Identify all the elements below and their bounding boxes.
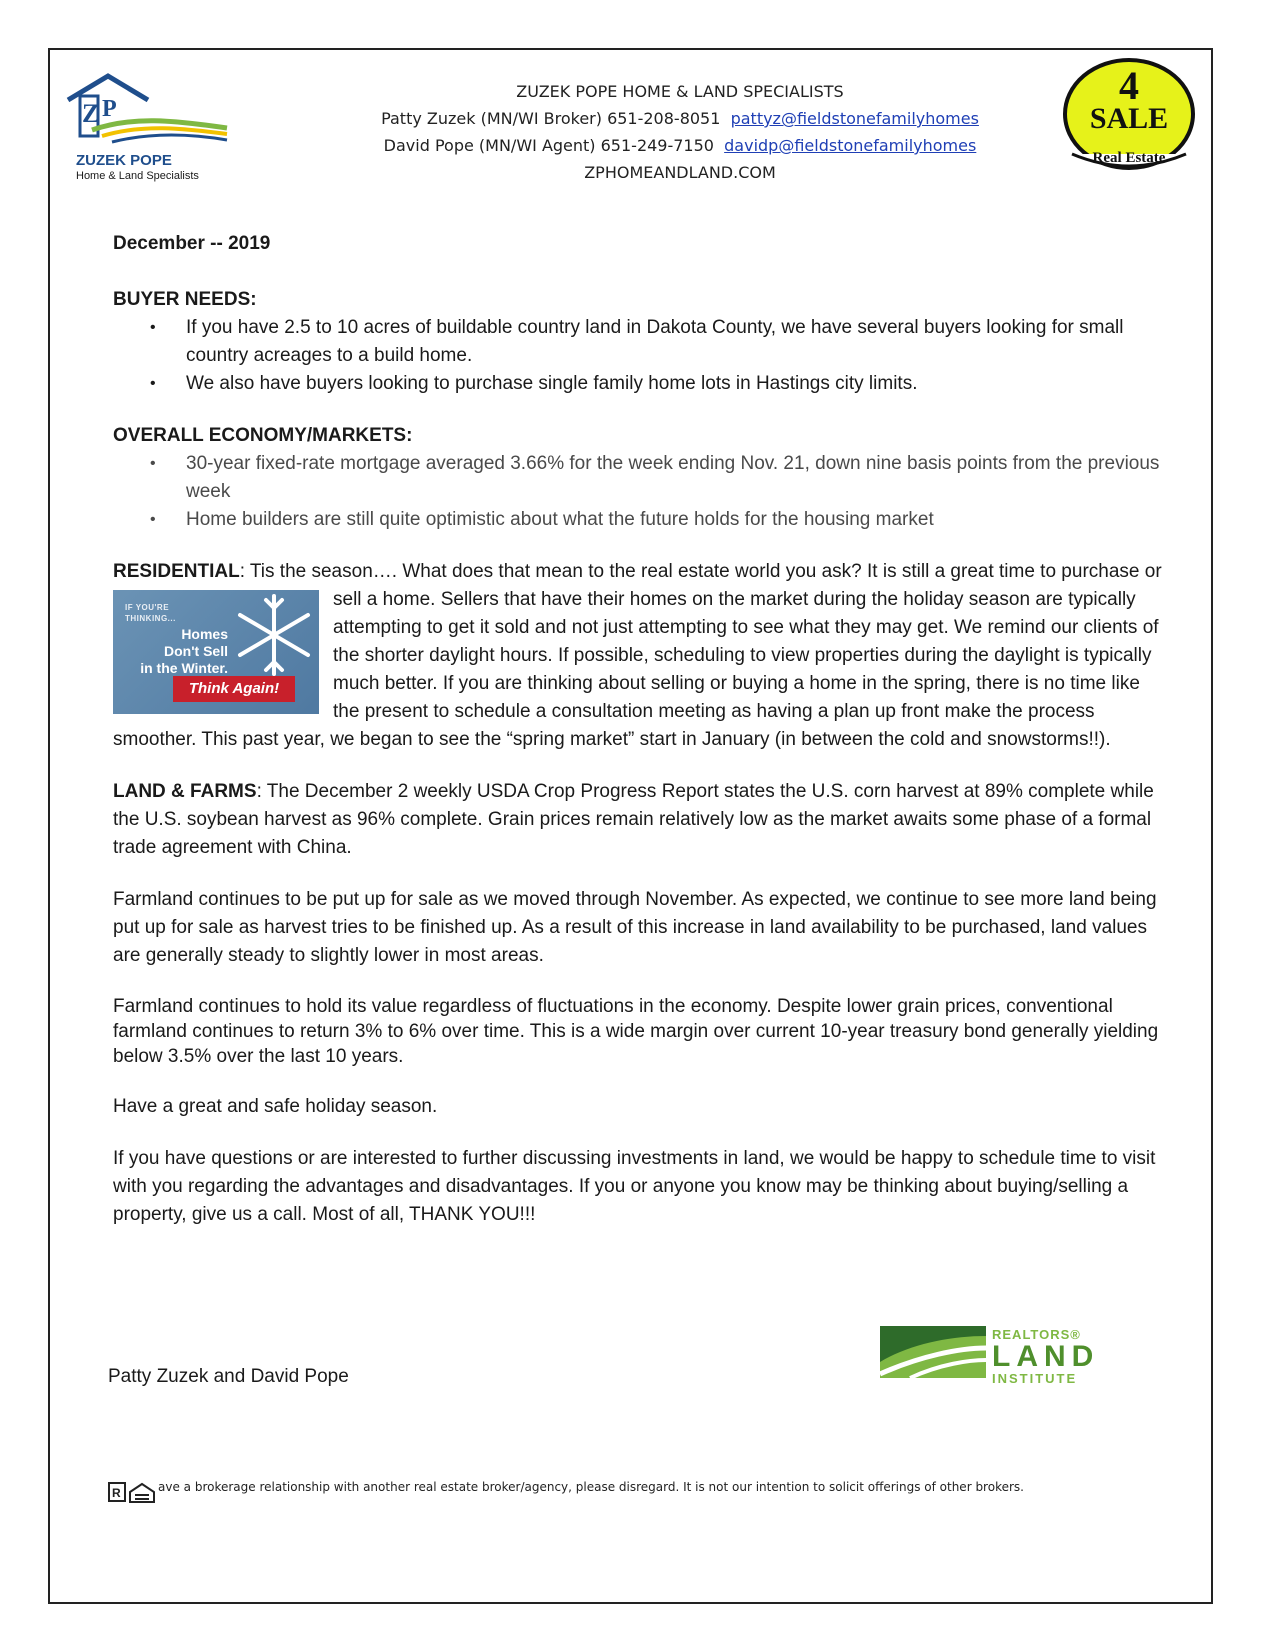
farmland-paragraph-2: Farmland continues to hold its value regardless of fluctuations in the economy. Despite lower grain prices, conventional farmland continues to return 3% to 6% over time. This is a wide margin over current 10-year treasury bond generally yielding below 3.5% over the last 10 years. xyxy=(113,996,1159,1067)
badge-sub: Real Estate xyxy=(1092,150,1166,166)
closing-paragraph: If you have questions or are interested to further discussing investments in land, we would be happy to schedule time to visit with you regarding the advantages and disadvantages. If you or anyone you know may be thinking about buying/selling a property, give us a call. Most of all, THANK YOU!!! xyxy=(113,1148,1156,1225)
zuzek-pope-logo xyxy=(62,72,242,182)
contact-david-text: David Pope (MN/WI Agent) 651-249-7150 xyxy=(383,136,714,155)
rli-line-2: LAND xyxy=(992,1340,1100,1373)
patty-email-link[interactable]: pattyz@fieldstonefamilyhomes xyxy=(730,109,979,128)
economy-heading: OVERALL ECONOMY/MARKETS: xyxy=(113,425,413,446)
logo-name: ZUZEK POPE xyxy=(76,152,172,169)
svg-text:P: P xyxy=(102,96,117,122)
image-caption-main: Homes Don't Sell in the Winter. xyxy=(140,626,228,676)
website: ZPHOMEANDLAND.COM xyxy=(584,163,776,182)
4-sale-badge xyxy=(1058,56,1200,180)
footer-disclaimer: ave a brokerage relationship with another real estate broker/agency, please disregard. It is not our intention to solicit offerings of other brokers. xyxy=(158,1480,1024,1494)
realtors-land-institute-logo xyxy=(880,1322,1100,1392)
zp-house-icon xyxy=(62,72,232,152)
residential-text-rest: season are typically attempting to get it sold and not just attempting to see what they may get. We remind our clients of the shorter daylight hours. If possible, scheduling to view properties during the daylight is typically much better. If you are thinking about selling or buying a home in the spring, there is no time like the present to schedule a consultation meeting as having a plan up front make the process smoother. This past year, we began to see the “spring market” start in January (in between the cold and snowstorms!!). xyxy=(113,589,1159,750)
holiday-line: Have a great and safe holiday season. xyxy=(113,1096,438,1117)
economy-list xyxy=(113,450,1163,534)
date-line: December -- 2019 xyxy=(113,233,271,254)
list-item: • We also have buyers looking to purchase single family home lots in Hastings city limits. xyxy=(113,370,1163,398)
list-item: • 30-year fixed-rate mortgage averaged 3.66% for the week ending Nov. 21, down nine basis points from the previous week xyxy=(113,450,1163,506)
badge-word: SALE xyxy=(1089,102,1169,135)
david-email-link[interactable]: davidp@fieldstonefamilyhomes xyxy=(724,136,977,155)
snowflake-icon xyxy=(231,592,317,678)
think-again-banner: Think Again! xyxy=(173,676,295,702)
logo-tagline: Home & Land Specialists xyxy=(76,170,199,182)
residential-text-start: : Tis the season…. What does that mean to the real estate world you ask? It is still a great time to purchase or sell a home. Sellers that have their homes on the market during the holiday xyxy=(239,561,1162,610)
winter-homes-image xyxy=(113,590,319,714)
contact-patty-text: Patty Zuzek (MN/WI Broker) 651-208-8051 xyxy=(381,109,721,128)
farmland-paragraph-1: Farmland continues to be put up for sale as we moved through November. As expected, we continue to see more land being put up for sale as harvest tries to be finished up. As a result of this increase in land availability to be purchased, land values are generally steady to slightly lower in most areas. xyxy=(113,889,1157,966)
signature: Patty Zuzek and David Pope xyxy=(108,1366,349,1387)
land-heading: LAND & FARMS xyxy=(113,781,257,802)
contact-patty xyxy=(300,105,1060,132)
badge-number: 4 xyxy=(1119,63,1139,108)
image-caption-top: IF YOU'RE THINKING... xyxy=(125,603,176,623)
rli-wordmark xyxy=(992,1328,1099,1386)
newsletter-body xyxy=(113,230,1163,1229)
list-item: • If you have 2.5 to 10 acres of buildable country land in Dakota County, we have several buyers looking for small country acreages to a build home. xyxy=(113,314,1163,370)
company-name: ZUZEK POPE HOME & LAND SPECIALISTS xyxy=(516,82,844,101)
footer-icons xyxy=(108,1482,158,1506)
contact-david xyxy=(300,132,1060,159)
rli-field-icon xyxy=(880,1322,988,1382)
land-paragraph xyxy=(113,778,1163,862)
realtor-equal-housing-icon xyxy=(108,1482,158,1506)
residential-paragraph xyxy=(113,558,1163,754)
svg-text:R: R xyxy=(112,1486,121,1500)
svg-text:Z: Z xyxy=(82,99,100,128)
land-text: : The December 2 weekly USDA Crop Progress Report states the U.S. corn harvest at 89% complete while the U.S. soybean harvest as 96% complete. Grain prices remain relatively low as the market awaits some phase of a formal trade agreement with China. xyxy=(113,781,1154,858)
list-item: • Home builders are still quite optimistic about what the future holds for the housing market xyxy=(113,506,1163,534)
contact-block xyxy=(300,78,1060,186)
buyer-needs-list xyxy=(113,314,1163,398)
rli-line-3: INSTITUTE xyxy=(992,1371,1078,1386)
rli-line-1: REALTORS® xyxy=(992,1327,1081,1342)
residential-heading: RESIDENTIAL xyxy=(113,561,240,582)
buyer-needs-heading: BUYER NEEDS: xyxy=(113,289,257,310)
